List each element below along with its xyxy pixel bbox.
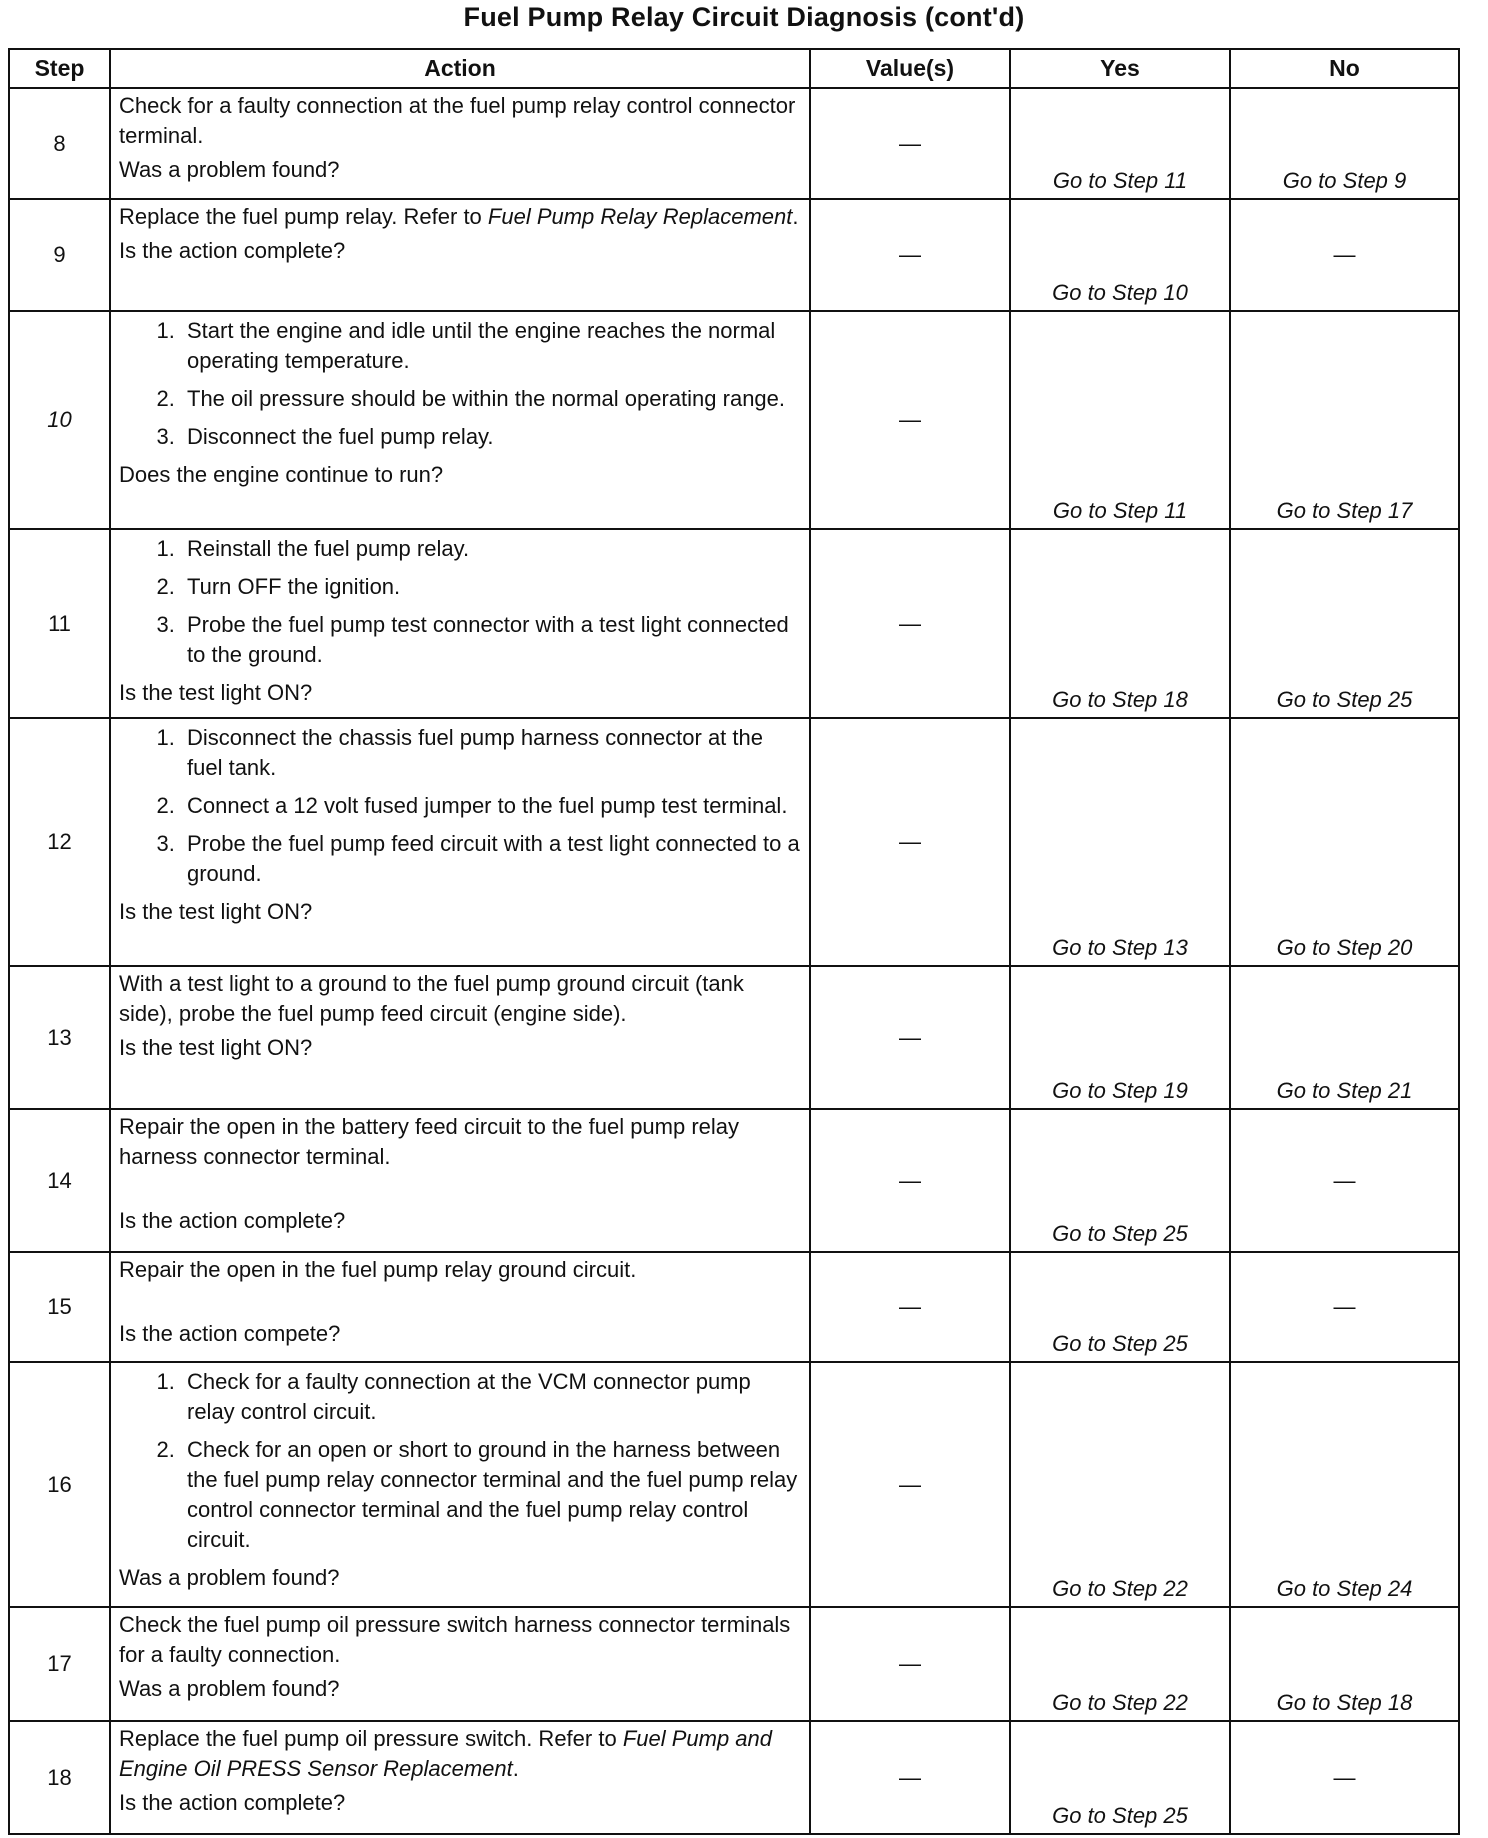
yes-cell: Go to Step 13	[1010, 718, 1230, 966]
action-question: Was a problem found?	[119, 1676, 340, 1701]
table-row	[9, 1109, 1459, 1252]
step-number: 18	[9, 1721, 110, 1834]
table-row	[9, 529, 1459, 718]
action-steps-list	[119, 1367, 803, 1555]
action-cell	[110, 1362, 810, 1607]
no-cell: Go to Step 24	[1230, 1362, 1459, 1607]
yes-cell: Go to Step 22	[1010, 1362, 1230, 1607]
header-action: Action	[110, 49, 810, 88]
table-row	[9, 1362, 1459, 1607]
action-text: Repair the open in the fuel pump relay ground circuit.	[119, 1257, 637, 1282]
header-no: No	[1230, 49, 1459, 88]
list-item: 2. Check for an open or short to ground in the harness between the fuel pump relay connector terminal and the fuel pump relay control connector terminal and the fuel pump relay control circuit.	[181, 1435, 803, 1555]
value-cell: —	[810, 311, 1010, 529]
yes-cell: Go to Step 11	[1010, 88, 1230, 199]
action-question: Was a problem found?	[119, 1565, 340, 1590]
yes-cell: Go to Step 25	[1010, 1252, 1230, 1362]
no-cell: —	[1230, 199, 1459, 311]
action-cell	[110, 718, 810, 966]
step-number: 8	[9, 88, 110, 199]
action-cell	[110, 1109, 810, 1252]
action-text-after: .	[792, 204, 799, 229]
value-cell: —	[810, 1252, 1010, 1362]
step-number: 12	[9, 718, 110, 966]
step-number: 15	[9, 1252, 110, 1362]
action-text: Check the fuel pump oil pressure switch harness connector terminals for a faulty connection.	[119, 1612, 791, 1667]
list-item: 1. Check for a faulty connection at the VCM connector pump relay control circuit.	[181, 1367, 803, 1427]
no-cell: Go to Step 17	[1230, 311, 1459, 529]
yes-cell: Go to Step 18	[1010, 529, 1230, 718]
action-question: Is the action compete?	[119, 1321, 341, 1346]
yes-cell: Go to Step 22	[1010, 1607, 1230, 1721]
header-values: Value(s)	[810, 49, 1010, 88]
no-cell: —	[1230, 1109, 1459, 1252]
action-cell	[110, 311, 810, 529]
action-cell	[110, 199, 810, 311]
table-row	[9, 311, 1459, 529]
action-question: Is the test light ON?	[119, 1035, 313, 1060]
action-text: With a test light to a ground to the fuel pump ground circuit (tank side), probe the fuel pump feed circuit (engine side).	[119, 971, 744, 1026]
action-cell	[110, 529, 810, 718]
list-item: 1. Disconnect the chassis fuel pump harness connector at the fuel tank.	[181, 723, 803, 783]
value-cell: —	[810, 529, 1010, 718]
table-row	[9, 1607, 1459, 1721]
header-yes: Yes	[1010, 49, 1230, 88]
step-number: 17	[9, 1607, 110, 1721]
header-step: Step	[9, 49, 110, 88]
action-steps-list	[119, 723, 803, 889]
value-cell: —	[810, 1721, 1010, 1834]
table-header-row	[9, 49, 1459, 88]
reference-title: Fuel Pump and Engine Oil PRESS Sensor Replacement	[119, 1726, 773, 1781]
value-cell: —	[810, 199, 1010, 311]
yes-cell: Go to Step 25	[1010, 1721, 1230, 1834]
action-cell	[110, 88, 810, 199]
table-row	[9, 1721, 1459, 1834]
page-title: Fuel Pump Relay Circuit Diagnosis (cont'd)	[463, 2, 1025, 32]
action-text: Check for a faulty connection at the fuel pump relay control connector terminal.	[119, 93, 796, 148]
list-item: 3. Probe the fuel pump test connector with a test light connected to the ground.	[181, 610, 803, 670]
no-cell: —	[1230, 1721, 1459, 1834]
value-cell: —	[810, 1362, 1010, 1607]
list-item: 1. Reinstall the fuel pump relay.	[181, 534, 803, 564]
action-text-after: .	[512, 1756, 519, 1781]
value-cell: —	[810, 1109, 1010, 1252]
step-number: 11	[9, 529, 110, 718]
list-item: 3. Disconnect the fuel pump relay.	[181, 422, 803, 452]
step-number: 9	[9, 199, 110, 311]
no-cell: Go to Step 9	[1230, 88, 1459, 199]
action-question: Is the test light ON?	[119, 680, 313, 705]
action-cell	[110, 1607, 810, 1721]
no-cell: Go to Step 18	[1230, 1607, 1459, 1721]
value-cell: —	[810, 1607, 1010, 1721]
step-number: 14	[9, 1109, 110, 1252]
yes-cell: Go to Step 11	[1010, 311, 1230, 529]
yes-cell: Go to Step 25	[1010, 1109, 1230, 1252]
action-cell	[110, 966, 810, 1109]
no-cell: Go to Step 25	[1230, 529, 1459, 718]
no-cell: —	[1230, 1252, 1459, 1362]
action-question: Is the action complete?	[119, 238, 346, 263]
action-question: Is the action complete?	[119, 1208, 346, 1233]
table-row	[9, 966, 1459, 1109]
list-item: 2. Turn OFF the ignition.	[181, 572, 803, 602]
value-cell: —	[810, 966, 1010, 1109]
step-number: 13	[9, 966, 110, 1109]
diagnosis-table	[8, 48, 1460, 1835]
step-number: 16	[9, 1362, 110, 1607]
yes-cell: Go to Step 19	[1010, 966, 1230, 1109]
list-item: 1. Start the engine and idle until the engine reaches the normal operating temperature.	[181, 316, 803, 376]
table-row	[9, 1252, 1459, 1362]
table-row	[9, 718, 1459, 966]
action-question: Was a problem found?	[119, 157, 340, 182]
action-steps-list	[119, 534, 803, 670]
action-text	[119, 1724, 803, 1784]
value-cell: —	[810, 718, 1010, 966]
reference-title: Fuel Pump Relay Replacement	[487, 204, 793, 229]
table-row	[9, 199, 1459, 311]
yes-cell: Go to Step 10	[1010, 199, 1230, 311]
action-cell	[110, 1721, 810, 1834]
list-item: 3. Probe the fuel pump feed circuit with a test light connected to a ground.	[181, 829, 803, 889]
action-text-before: Replace the fuel pump oil pressure switch. Refer to	[119, 1726, 623, 1751]
action-question: Is the action complete?	[119, 1790, 346, 1815]
no-cell: Go to Step 21	[1230, 966, 1459, 1109]
action-cell	[110, 1252, 810, 1362]
action-question: Does the engine continue to run?	[119, 462, 444, 487]
action-text	[119, 202, 803, 232]
list-item: 2. The oil pressure should be within the normal operating range.	[181, 384, 803, 414]
action-text: Repair the open in the battery feed circuit to the fuel pump relay harness connector terminal.	[119, 1114, 740, 1169]
list-item: 2. Connect a 12 volt fused jumper to the fuel pump test terminal.	[181, 791, 803, 821]
value-cell: —	[810, 88, 1010, 199]
action-steps-list	[119, 316, 803, 452]
action-question: Is the test light ON?	[119, 899, 313, 924]
action-text-before: Replace the fuel pump relay. Refer to	[119, 204, 488, 229]
table-row	[9, 88, 1459, 199]
no-cell: Go to Step 20	[1230, 718, 1459, 966]
step-number: 10	[9, 311, 110, 529]
